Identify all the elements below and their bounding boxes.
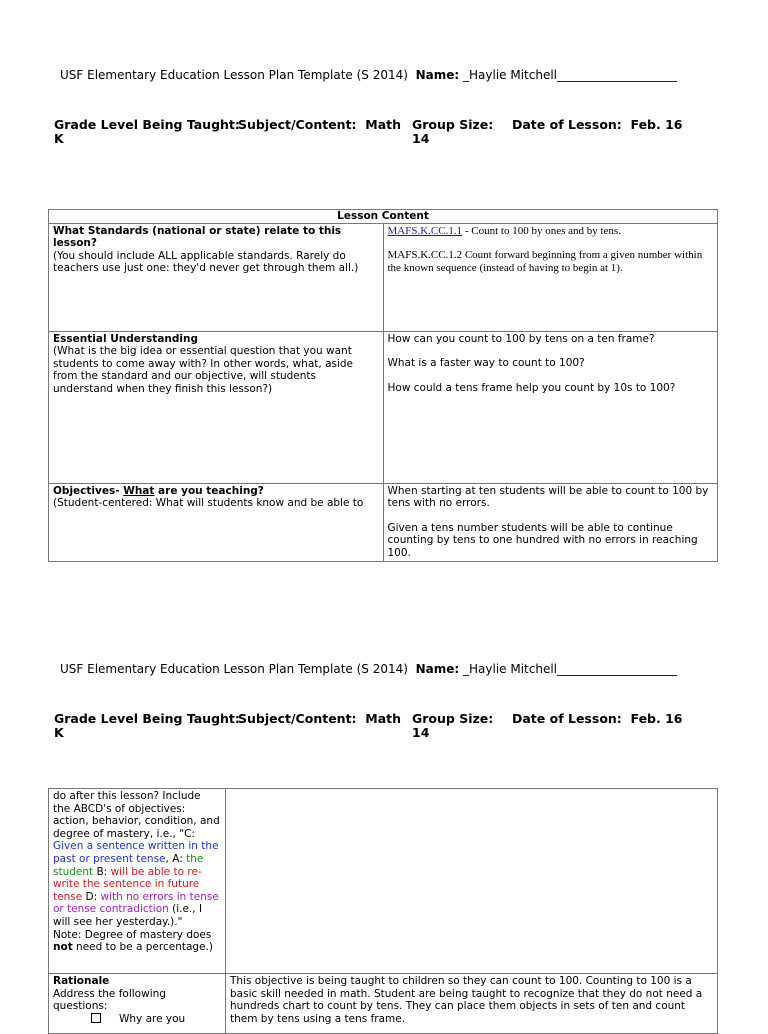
lesson-content-title: Lesson Content: [49, 210, 718, 224]
objectives-continued-content-cell: [226, 789, 718, 974]
mastery-note: Note: Degree of mastery does not need to be a percentage.): [53, 928, 213, 954]
subject-content-2: Subject/Content: Math: [238, 711, 402, 726]
name-label-2: Name:: [415, 662, 460, 676]
essential-question-2: What is a faster way to count to 100?: [387, 357, 585, 370]
template-title: USF Elementary Education Lesson Plan Template (S 2014): [60, 68, 408, 82]
lesson-content-table-continued: [48, 788, 718, 1034]
date-label: Date of Lesson:: [512, 117, 622, 132]
objective-1: When starting at ten students will be able to count to 100 by tens with no errors.: [387, 484, 709, 510]
group-size-2: Group Size: 14: [412, 711, 494, 740]
standard-2-text: MAFS.K.CC.1.2 Count forward beginning from a given number within the known sequence (instead of having to begin at 1).: [387, 249, 703, 274]
standards-note: (You should include ALL applicable standards. Rarely do teachers use just one: they'd never get through them all.): [53, 249, 359, 275]
lesson-date-2: Date of Lesson: Feb. 16: [512, 711, 683, 726]
essential-label-cell: [49, 331, 384, 483]
grade-label: Grade Level Being Taught:: [54, 117, 240, 132]
rationale-label-cell: [49, 974, 226, 1034]
name-value: _Haylie Mitchell____________________: [463, 68, 677, 82]
objectives-heading: Objectives- What are you teaching?: [53, 484, 264, 497]
grade-level-2: Grade Level Being Taught: K: [54, 711, 240, 740]
name-label: Name:: [415, 68, 460, 82]
rationale-note: Address the following questions:: [53, 987, 166, 1013]
standard-1-text: - Count to 100 by ones and by tens.: [462, 224, 621, 237]
subject-label: Subject/Content:: [238, 117, 357, 132]
subject-content: [238, 118, 401, 132]
page1-header-line: [60, 68, 677, 82]
group-size: [412, 118, 493, 146]
objectives-label-cell: [49, 483, 384, 561]
objectives-note: (Student-centered: What will students know and be able to: [53, 497, 364, 510]
grade-value: K: [54, 131, 64, 146]
page2-header-line: [60, 662, 677, 676]
group-value: 14: [412, 131, 430, 146]
date-value: Feb. 16: [630, 117, 683, 132]
standard-link-kcc11[interactable]: MAFS.K.CC.1.1: [387, 224, 463, 237]
standards-content-cell: [383, 223, 718, 331]
group-label: Group Size:: [412, 117, 494, 132]
standards-label-cell: [49, 223, 384, 331]
essential-heading: Essential Understanding: [53, 332, 198, 345]
grade-level: [54, 118, 240, 146]
essential-content-cell: [383, 331, 718, 483]
objective-2: Given a tens number students will be able to continue counting by tens to one hundred with no errors in reaching 100.: [387, 521, 698, 559]
name-value-2: _Haylie Mitchell____________________: [463, 662, 677, 676]
essential-note: (What is the big idea or essential question that you want students to come away with? In other words, what, aside from the standard and our objective, will students understand when they finish this lesson?): [53, 345, 354, 395]
checkbox-bullet-icon: [91, 1013, 101, 1023]
rationale-content-cell: [226, 974, 718, 1034]
lesson-content-table: [48, 209, 718, 562]
objectives-continued-label-cell: do after this lesson? Include the ABCD's of objectives: action, behavior, condition, and degree of mastery, i.e., "C: Given a sentence written in the past or present tense, A: the student B: will be able to re-write the sentence in future tense D: with no errors in tense or tense contradiction (i.e., I will see her yesterday.)." Note: Degree of mastery does not need to be a percentage.): [49, 789, 226, 974]
essential-question-3: How could a tens frame help you count by 10s to 100?: [387, 381, 676, 394]
lesson-date: [512, 118, 682, 132]
rationale-bullet-text: Why are you: [119, 1012, 186, 1025]
rationale-heading: Rationale: [53, 975, 110, 987]
subject-value: Math: [365, 117, 402, 132]
essential-question-1: How can you count to 100 by tens on a ten frame?: [387, 332, 655, 345]
standards-heading: What Standards (national or state) relate to this lesson?: [53, 224, 342, 250]
objectives-content-cell: [383, 483, 718, 561]
template-title-2: USF Elementary Education Lesson Plan Template (S 2014): [60, 662, 408, 676]
rationale-text: This objective is being taught to children so they can count to 100. Counting to 100 is a basic skill needed in math. Student are being taught to recognize that they do not need a hundreds chart to count by tens. They can place them objects in sets of ten and count them by tens using a tens frame.: [230, 975, 703, 1025]
